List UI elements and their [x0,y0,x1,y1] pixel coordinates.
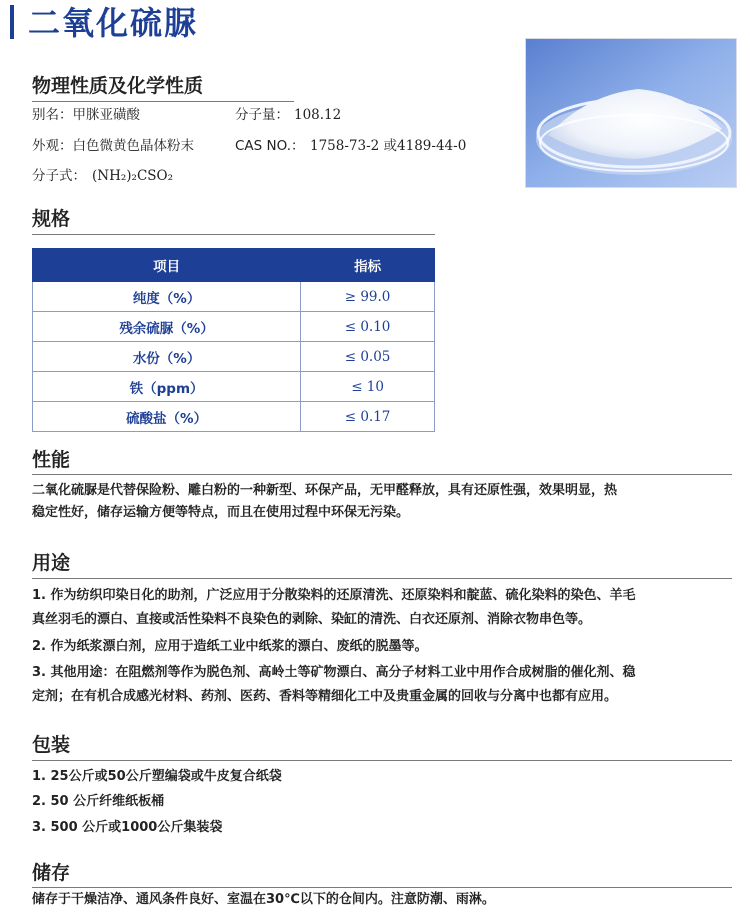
molecular-weight-label: 分子量： [235,107,289,123]
page-title: 二氧化硫脲 [28,4,199,42]
formula-label: 分子式： [32,168,86,184]
table-row [33,372,435,402]
spec-item: 铁（ppm） [33,372,301,402]
section-heading-usage: 用途 [32,552,71,574]
spec-item: 硫酸盐（%） [33,402,301,432]
table-row [33,342,435,372]
packaging-item: 3. 500 公斤或1000公斤集装袋 [32,820,223,835]
formula-value: (NH₂)₂CSO₂ [92,168,173,184]
spec-table [32,248,435,432]
section-heading-packaging: 包装 [32,734,71,756]
section-divider [32,234,435,235]
spec-header-item: 项目 [33,249,301,282]
spec-item: 纯度（%） [33,282,301,312]
spec-value: ≤ 0.05 [301,342,435,372]
section-divider [32,887,732,888]
spec-value: ≤ 10 [301,372,435,402]
section-divider [32,101,294,102]
spec-value: ≥ 99.0 [301,282,435,312]
spec-item: 残余硫脲（%） [33,312,301,342]
spec-value: ≤ 0.17 [301,402,435,432]
table-row [33,282,435,312]
performance-text [32,480,732,523]
section-heading-storage: 储存 [32,862,71,884]
packaging-item: 1. 25公斤或50公斤塑编袋或牛皮复合纸袋 [32,769,282,784]
section-heading-performance: 性能 [32,449,71,471]
packaging-item: 2. 50 公斤纤维纸板桶 [32,794,165,809]
section-heading-spec: 规格 [32,208,71,230]
table-row [33,312,435,342]
table-row [33,402,435,432]
usage-line: 2. 作为纸浆漂白剂，应用于造纸工业中纸浆的漂白、废纸的脱墨等。 [32,639,428,654]
usage-line: 1. 作为纺织印染日化的助剂，广泛应用于分散染料的还原清洗、还原染料和靛蓝、硫化染料的染色、羊毛 [32,588,636,603]
storage-text: 储存于干燥洁净、通风条件良好、室温在30℃以下的仓间内。注意防潮、雨淋。 [32,892,495,907]
spec-header-value: 指标 [301,249,435,282]
molecular-weight-value: 108.12 [294,107,342,123]
spec-value: ≤ 0.10 [301,312,435,342]
performance-line: 稳定性好，储存运输方便等特点，而且在使用过程中环保无污染。 [32,504,410,520]
cas-label: CAS NO.： [235,138,305,154]
usage-line: 真丝羽毛的漂白、直接或活性染料不良染色的剥除、染缸的清洗、白衣还原剂、消除衣物串色等。 [32,612,592,627]
section-divider [32,760,732,761]
performance-line: 二氧化硫脲是代替保险粉、雕白粉的一种新型、环保产品，无甲醛释放，具有还原性强，效果明显，热 [32,483,618,498]
cas-value: 1758-73-2 或4189-44-0 [310,138,467,154]
usage-line: 3. 其他用途：在阻燃剂等作为脱色剂、高岭土等矿物漂白、高分子材料工业中用作合成树脂的催化剂、稳 [32,665,636,680]
spec-item: 水份（%） [33,342,301,372]
section-heading-properties: 物理性质及化学性质 [32,75,204,97]
product-photo [525,38,737,188]
section-divider [32,474,732,475]
section-divider [32,578,732,579]
title-accent-bar [10,5,14,39]
usage-line: 定剂；在有机合成感光材料、药剂、医药、香料等精细化工中及贵重金属的回收与分离中也都有应用。 [32,689,618,704]
appearance-field: 外观：白色微黄色晶体粉末 [32,138,194,154]
alias-field: 别名：甲脒亚磺酸 [32,107,140,123]
